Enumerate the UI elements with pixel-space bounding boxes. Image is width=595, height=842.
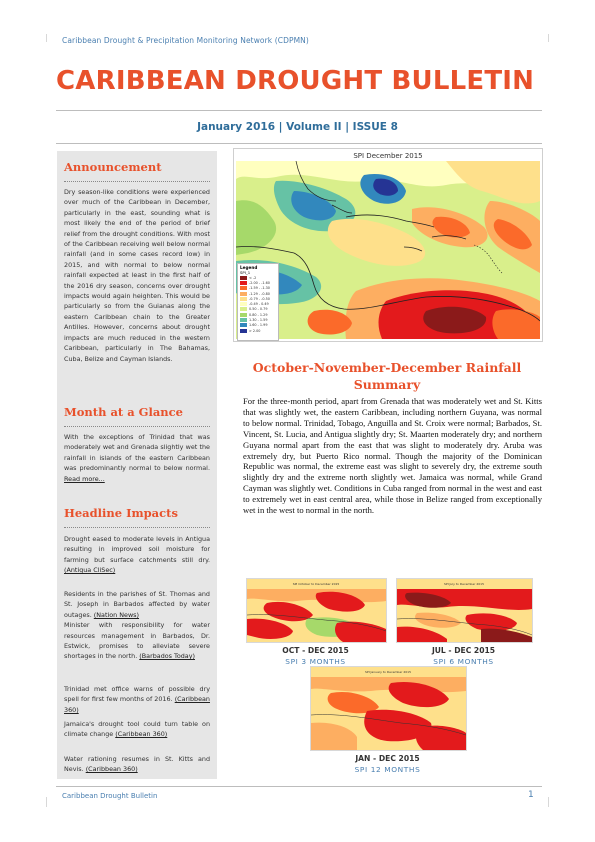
legend-swatch [240,318,247,322]
legend-swatch [240,302,247,306]
legend-swatch [240,281,247,285]
sidebar [57,151,217,779]
divider [64,181,210,182]
footer-divider [56,786,542,787]
footer-title: Caribbean Drought Bulletin [62,792,158,800]
legend-label: > 2.00 [249,328,261,333]
legend-swatch [240,297,247,301]
legend-item [238,328,278,333]
legend-label: -1.59 - -1.30 [249,286,270,291]
mini-map-3-caption: OCT - DEC 2015 [282,646,349,655]
mini-map-6-month-image [397,579,532,642]
divider [64,426,210,427]
mini-map-6-month [396,578,533,643]
mini-map-12-caption: JAN - DEC 2015 [355,754,420,763]
legend-label: -1.29 - -0.80 [249,291,270,296]
impact-item: Residents in the parishes of St. Thomas and St. Joseph in Barbados affected by water outages. (Nation News) Minister with responsibility for water resources management in Barbados, Dr. Estwick, promises to alleviate severe shortages in the north. (Barbados Today) [64,590,210,661]
legend-label: -0.79 - -0.50 [249,296,270,301]
spi-map-figure [233,148,543,342]
page-number: 1 [528,790,534,800]
mini-map-12-subcaption: SPI 12 MONTHS [354,765,421,774]
mini-map-6-caption: JUL - DEC 2015 [431,646,496,655]
legend-swatch [240,292,247,296]
mini-map-3-month [246,578,387,643]
svg-text:SPI July to December 2015: SPI July to December 2015 [443,582,485,586]
legend-swatch [240,323,247,327]
legend-swatch [240,313,247,317]
impact-source-link[interactable]: (Caribbean 360) [64,695,210,714]
header-divider [56,110,542,111]
divider [64,527,210,528]
legend-swatch [240,329,247,333]
legend-swatch [240,307,247,311]
legend-label: -0.49 - 0.49 [249,302,269,307]
mini-map-3-subcaption: SPI 3 MONTHS [285,657,346,666]
margin-guide-bottom-right [548,797,549,807]
svg-text:SPI October to December 2015: SPI October to December 2015 [292,582,340,586]
impact-source-link[interactable]: (Caribbean 360) [85,765,138,774]
month-heading: Month at a Glance [64,405,183,419]
impact-item: Drought eased to moderate levels in Antigua resulting in improved soil moisture for farming but surface catchments still dry. (Antigua CliSec) [64,535,210,575]
mini-map-12-month [310,666,467,751]
announcement-heading: Announcement [64,160,162,174]
impact-source-link[interactable]: (Barbados Today) [139,652,195,661]
announcement-text: Dry season-like conditions were experienced over much of the Caribbean in December, particularly in the east, sounding what is most likely the end of the period of brief relief from the drought conditions. With most of the Caribbean receiving well below normal rainfall (and in some cases record low) in 2015, and with normal to below normal rainfall expected at least in the first half of the 2016 dry season, concerns over drought impacts would again heighten. This would be particularly so from the Guianas along the eastern Caribbean chain to the Greater Antilles. However, concerns about drought impacts are much reduced in the western Caribbean, particularly in The Bahamas, Cuba, Belize and Cayman Islands. [64,188,210,363]
issue-line: January 2016 | Volume II | ISSUE 8 [197,121,398,133]
legend-label: 1.60 - 1.99 [249,323,268,328]
legend-label: < -2 [249,275,257,280]
impacts-heading: Headline Impacts [64,506,178,520]
impact-source-link[interactable]: (Antigua CliSec) [64,566,116,575]
mini-map-6-subcaption: SPI 6 MONTHS [433,657,494,666]
impact-source-link[interactable]: (Nation News) [93,610,140,619]
bulletin-title: CARIBBEAN DROUGHT BULLETIN [56,66,535,96]
legend-rows [238,275,278,333]
impact-item: Jamaica's drought tool could turn table on climate change (Caribbean 360) [64,720,210,739]
margin-guide-left [46,34,47,42]
legend-swatch [240,286,247,290]
legend-label: -2.00 - -1.60 [249,280,270,285]
legend-label: 1.30 - 1.59 [249,318,268,323]
mini-map-3-month-image [247,579,386,642]
legend-label: 0.50 - 0.79 [249,307,268,312]
legend-label: 0.80 - 1.29 [249,312,268,317]
margin-guide-bottom-left [46,797,47,807]
mini-map-12-month-image [311,667,466,750]
month-text: With the exceptions of Trinidad that was moderately wet and Grenada slightly wet the rainfall in islands of the eastern Caribbean was predominantly normal to below normal. Read more... [64,433,210,483]
summary-text: For the three-month period, apart from Grenada that was moderately wet and St. Kitts that was slightly wet, the eastern Caribbean, including northern Guyana, was normal to below normal. Trinidad, Tobago, Anguilla and St. Croix were normal; Barbados, St. Vincent, St. Lucia, and Antigua slightly dry; St. Maarten moderately dry; and northern Guyana normal apart from the east that was slight to moderately dry. Aruba was extremely dry, but Puerto Rico normal. Though the majority of the Dominican Republic was normal, the extreme east was slight to severely dry, the extreme south slightly dry and the extreme north slightly wet. Jamaica was normal, while Grand Cayman was slightly wet. Conditions in Cuba ranged from normal in the west and east to extremely wet in east central area, while those in Belize ranged from exceptionally wet in the west to normal in the north. [243,396,542,516]
impact-item: Water rationing resumes in St. Kitts and Nevis. (Caribbean 360) [64,755,210,774]
header-divider-2 [56,143,542,144]
impact-item: Trinidad met office warns of possible dry spell for first few months of 2016. (Caribbean 360) [64,685,210,714]
legend-swatch [240,276,247,280]
network-name: Caribbean Drought & Precipitation Monitoring Network (CDPMN) [62,36,309,45]
margin-guide-right [548,34,549,42]
read-more-link[interactable]: Read more... [64,474,105,483]
summary-heading: October-November-December Rainfall Summary [252,360,522,392]
spi-map [236,161,540,339]
svg-text:SPI January to December 2015: SPI January to December 2015 [365,670,411,674]
spi-map-title: SPI December 2015 [353,152,423,160]
map-legend: Legend SPI_1 < -2 -2.00 - -1.60 -1.59 - -1.30 -1.29 - -0.80 -0.79 - -0.50 -0.49 - 0.49 0.50 - 0.79 0.80 - 1.29 1.30 - 1.59 1.60 - 1.99 > 2.00 [237,263,279,341]
impact-source-link[interactable]: (Caribbean 360) [115,730,168,739]
